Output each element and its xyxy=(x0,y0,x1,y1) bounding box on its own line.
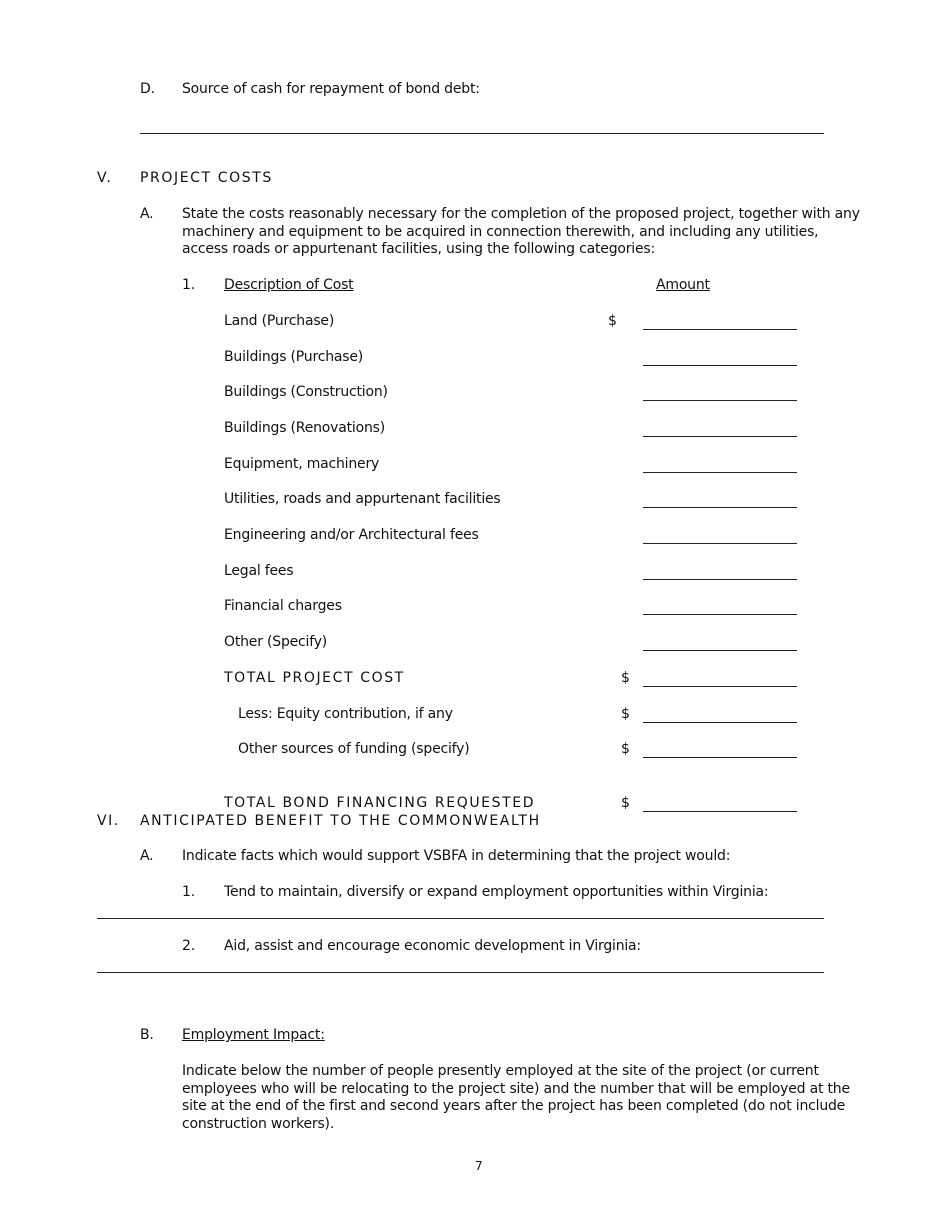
section-vi-a-text: Indicate facts which would support VSBFA in determining that the project would: xyxy=(182,848,731,864)
section-vi-title: ANTICIPATED BENEFIT TO THE COMMONWEALTH xyxy=(140,813,541,829)
cost-row-label: Land (Purchase) xyxy=(224,313,335,329)
cost-row-dollar-sign: $ xyxy=(621,670,630,686)
cost-row-label: Financial charges xyxy=(224,598,342,614)
total-bond-financing-label: TOTAL BOND FINANCING REQUESTED xyxy=(224,795,536,811)
section-vi-item-1-text: Tend to maintain, diversify or expand employment opportunities within Virginia: xyxy=(224,884,769,900)
cost-row-label: Utilities, roads and appurtenant facilities xyxy=(224,491,501,507)
section-vi-b-marker: B. xyxy=(140,1027,154,1043)
item-1-marker: 1. xyxy=(182,277,195,293)
section-v-numeral: V. xyxy=(97,170,113,186)
employment-impact-text: Indicate below the number of people presently employed at the site of the project (or current employees who will be relocating to the project site) and the number that will be employed at the site at the end of the first and second years after the project has been completed (do not include construction workers). xyxy=(182,1063,850,1132)
cost-row-label: TOTAL PROJECT COST xyxy=(224,670,405,686)
cost-row-amount-field[interactable] xyxy=(643,579,797,580)
cost-row-dollar-sign: $ xyxy=(608,313,617,329)
description-of-cost-header: Description of Cost xyxy=(224,277,354,293)
section-vi-item-2-marker: 2. xyxy=(182,938,195,954)
cost-row-label: Other (Specify) xyxy=(224,634,328,650)
cost-row-label: Buildings (Renovations) xyxy=(224,420,385,436)
cost-row-label: Buildings (Construction) xyxy=(224,384,388,400)
cost-row-amount-field[interactable] xyxy=(643,436,797,437)
cost-row-amount-field[interactable] xyxy=(643,722,797,723)
cost-row-label: Engineering and/or Architectural fees xyxy=(224,527,479,543)
section-v-title: PROJECT COSTS xyxy=(140,170,273,186)
section-v-a-marker: A. xyxy=(140,206,154,222)
cost-row-amount-field[interactable] xyxy=(643,686,797,687)
total-bond-amount-field[interactable] xyxy=(643,811,797,812)
section-vi-item-2-answer-line[interactable] xyxy=(97,972,824,973)
section-d-marker: D. xyxy=(140,81,155,97)
cost-row-label: Less: Equity contribution, if any xyxy=(238,706,453,722)
section-d-answer-line[interactable] xyxy=(140,133,824,134)
cost-row-dollar-sign: $ xyxy=(621,706,630,722)
cost-row-label: Buildings (Purchase) xyxy=(224,349,364,365)
page-number: 7 xyxy=(475,1159,483,1173)
total-bond-dollar-sign: $ xyxy=(621,795,630,811)
section-vi-item-2-text: Aid, assist and encourage economic development in Virginia: xyxy=(224,938,641,954)
cost-row-label: Equipment, machinery xyxy=(224,456,380,472)
cost-row-amount-field[interactable] xyxy=(643,329,797,330)
cost-row-amount-field[interactable] xyxy=(643,650,797,651)
section-vi-item-1-marker: 1. xyxy=(182,884,195,900)
cost-row-amount-field[interactable] xyxy=(643,757,797,758)
cost-row-amount-field[interactable] xyxy=(643,507,797,508)
cost-row-amount-field[interactable] xyxy=(643,472,797,473)
cost-row-amount-field[interactable] xyxy=(643,614,797,615)
cost-row-amount-field[interactable] xyxy=(643,400,797,401)
section-d-label: Source of cash for repayment of bond debt: xyxy=(182,81,480,97)
employment-impact-title: Employment Impact: xyxy=(182,1027,325,1043)
section-vi-numeral: VI. xyxy=(97,813,120,829)
section-v-a-text: State the costs reasonably necessary for the completion of the proposed project, together with any machinery and equipment to be acquired in connection therewith, and including any utilities, access roads or appurtenant facilities, using the following categories: xyxy=(182,206,860,257)
cost-row-amount-field[interactable] xyxy=(643,365,797,366)
cost-row-label: Other sources of funding (specify) xyxy=(238,741,470,757)
section-vi-item-1-answer-line[interactable] xyxy=(97,918,824,919)
amount-header: Amount xyxy=(656,277,710,293)
cost-row-label: Legal fees xyxy=(224,563,294,579)
cost-row-amount-field[interactable] xyxy=(643,543,797,544)
cost-row-dollar-sign: $ xyxy=(621,741,630,757)
section-vi-a-marker: A. xyxy=(140,848,154,864)
